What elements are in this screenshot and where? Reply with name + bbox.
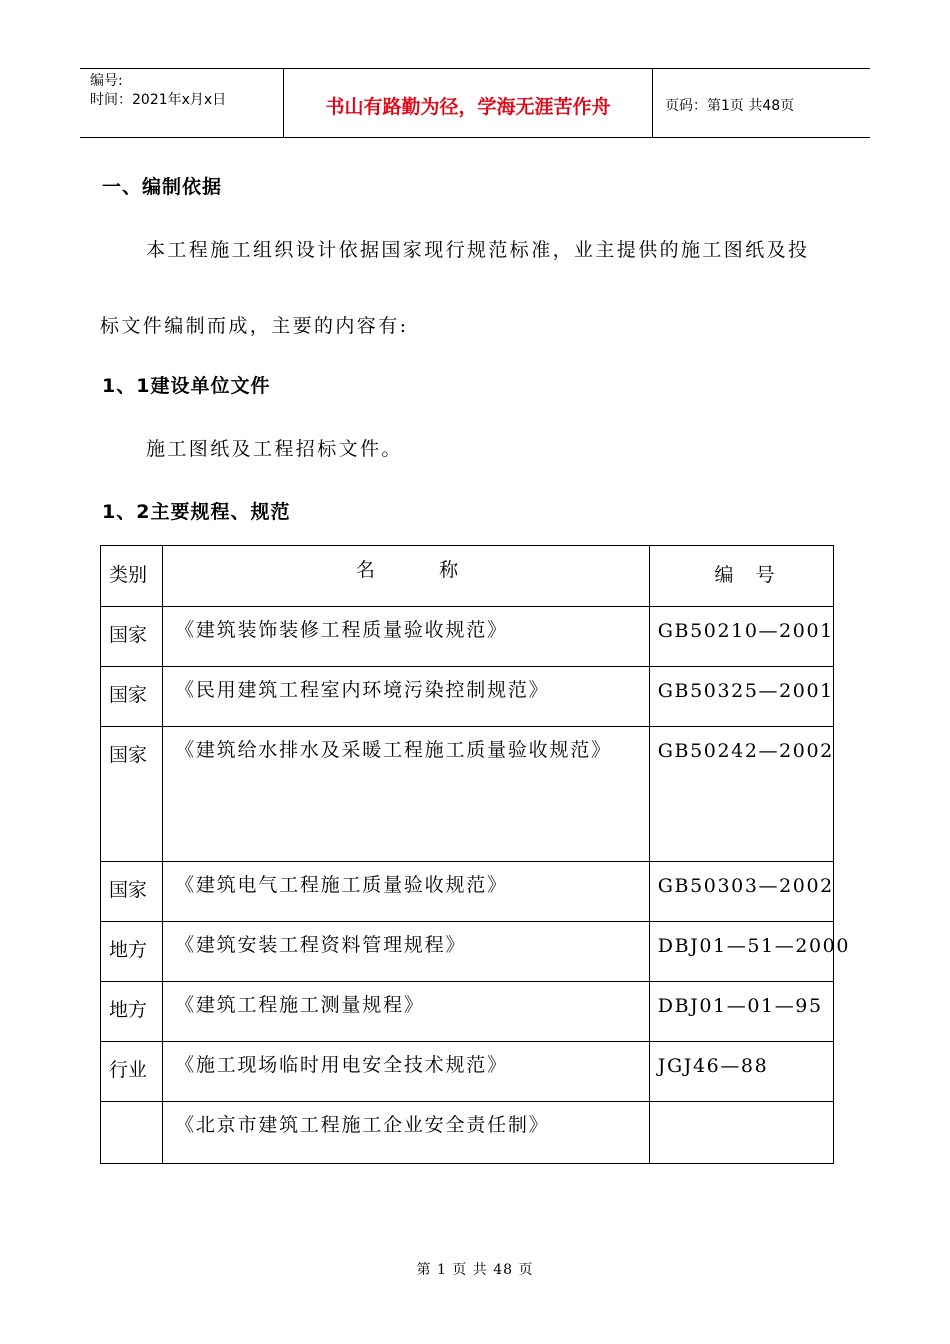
section-heading-1-1: 1、1建设单位文件 [102, 375, 271, 397]
table-row [101, 1102, 834, 1164]
serial-label: 编号: [90, 73, 123, 89]
row-category: 国家 [101, 667, 163, 727]
row-name: 《建筑工程施工测量规程》 [163, 982, 650, 1042]
intro-paragraph-line-2: 标文件编制而成，主要的内容有: [100, 315, 409, 337]
row-code: DBJ01—01—95 [649, 982, 833, 1042]
row-category: 国家 [101, 607, 163, 667]
header-category: 类别 [101, 546, 163, 607]
standards-table [100, 545, 851, 1164]
row-category: 国家 [101, 727, 163, 862]
row-category [101, 1102, 163, 1164]
header-name: 名 称 [163, 546, 650, 607]
row-code: GB50303—2002 [649, 862, 833, 922]
row-name: 《北京市建筑工程施工企业安全责任制》 [163, 1102, 650, 1164]
row-name: 《施工现场临时用电安全技术规范》 [163, 1042, 650, 1102]
section-heading-1: 一、编制依据 [102, 176, 223, 198]
row-category: 地方 [101, 982, 163, 1042]
table-row [101, 727, 834, 862]
row-name: 《民用建筑工程室内环境污染控制规范》 [163, 667, 650, 727]
row-code: GB50325—2001 [649, 667, 833, 727]
header-code: 编 号 [649, 546, 833, 607]
date-line: 时间：2021年x月x日 [90, 92, 227, 108]
page-header [80, 68, 870, 138]
row-category: 行业 [101, 1042, 163, 1102]
section-1-1-body: 施工图纸及工程招标文件。 [146, 438, 403, 460]
header-motto: 书山有路勤为径，学海无涯苦作舟 [283, 69, 653, 137]
header-page-info: 页码：第1页 共48页 [665, 98, 795, 114]
page-footer: 第 1 页 共 48 页 [416, 1262, 534, 1278]
row-category: 国家 [101, 862, 163, 922]
row-code: DBJ01—51—2000 [649, 922, 833, 982]
row-name: 《建筑装饰装修工程质量验收规范》 [163, 607, 650, 667]
row-name: 《建筑安装工程资料管理规程》 [163, 922, 650, 982]
row-name: 《建筑电气工程施工质量验收规范》 [163, 862, 650, 922]
intro-paragraph-line-1: 本工程施工组织设计依据国家现行规范标准，业主提供的施工图纸及投 [146, 239, 810, 261]
row-category: 地方 [101, 922, 163, 982]
row-code: GB50210—2001 [649, 607, 833, 667]
row-code: JGJ46—88 [649, 1042, 833, 1102]
row-code: GB50242—2002 [649, 727, 833, 862]
header-meta [80, 69, 283, 137]
section-heading-1-2: 1、2主要规程、规范 [102, 501, 291, 523]
row-code [649, 1102, 833, 1164]
row-name: 《建筑给水排水及采暖工程施工质量验收规范》 [163, 727, 650, 862]
